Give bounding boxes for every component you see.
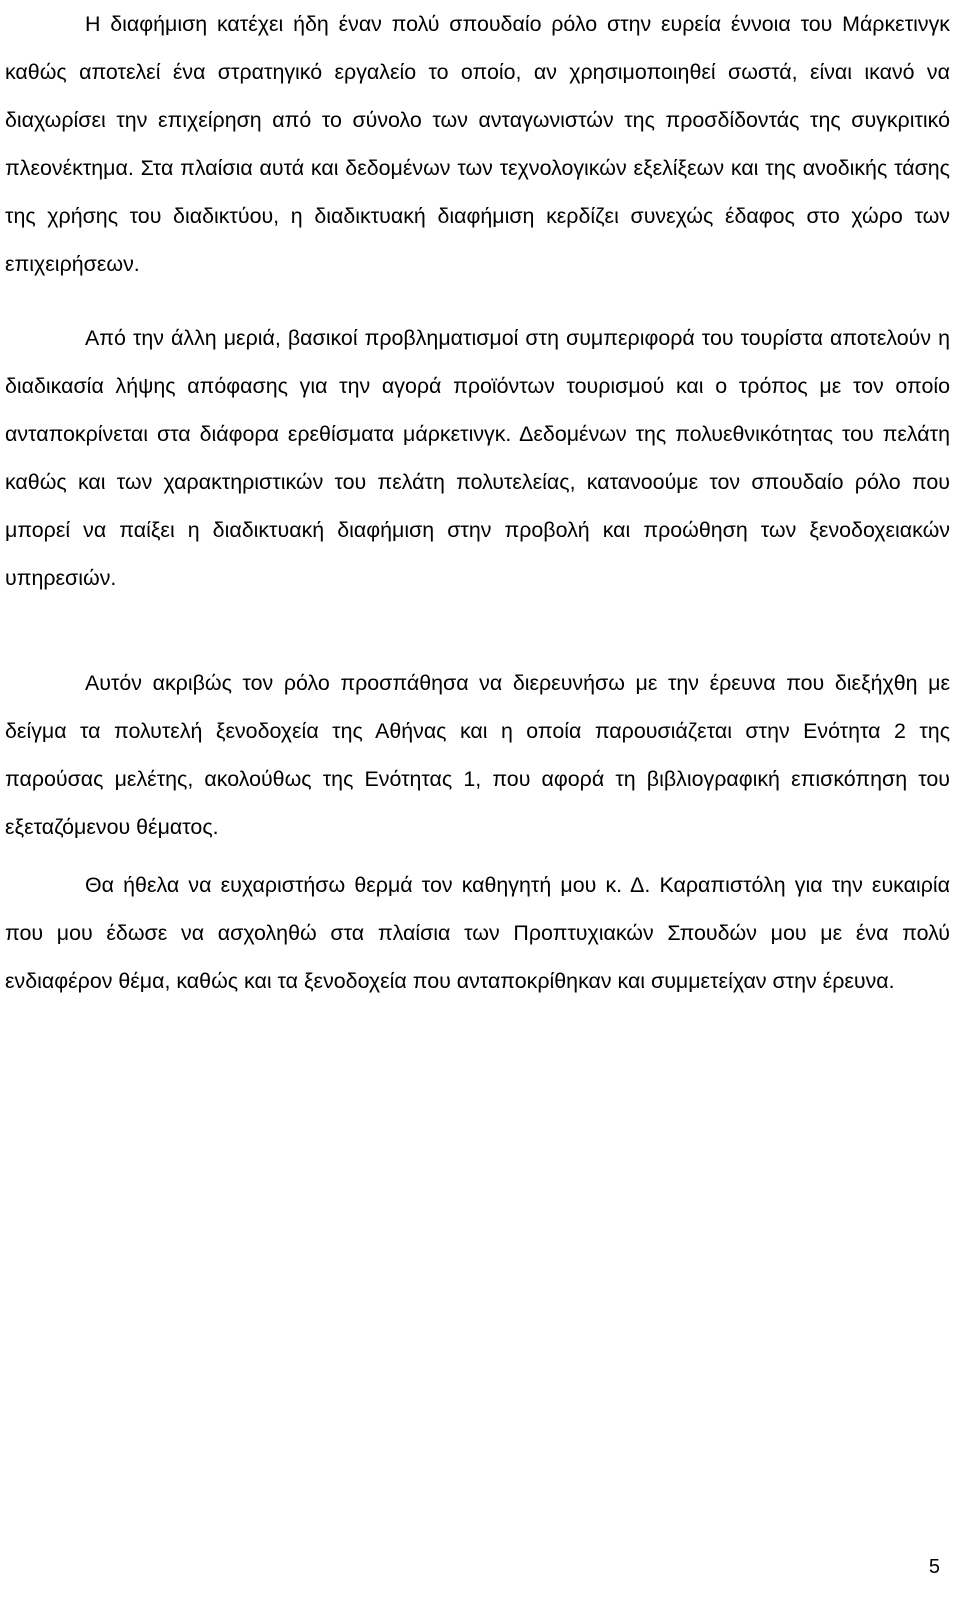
- paragraph-acknowledgements: Θα ήθελα να ευχαριστήσω θερμά τον καθηγητή μου κ. Δ. Καραπιστόλη για την ευκαιρία που μου έδωσε να ασχοληθώ στα πλαίσια των Προπτυχιακών Σπουδών μου με ένα πολύ ενδιαφέρον θέμα, καθώς και τα ξενοδοχεία που ανταποκρίθηκαν και συμμετείχαν στην έρευνα.: [5, 873, 950, 994]
- paragraph-tourist-behavior: Από την άλλη μεριά, βασικοί προβληματισμοί στη συμπεριφορά του τουρίστα αποτελούν η διαδικασία λήψης απόφασης για την αγορά προϊόντων τουρισμού και ο τρόπος με τον οποίο ανταποκρίνεται στα διάφορα ερεθίσματα μάρκετινγκ. Δεδομένων της πολυεθνικότητας του πελάτη καθώς και των χαρακτηριστικών του πελάτη πολυτελείας, κατανοούμε τον σπουδαίο ρόλο που μπορεί να παίξει η διαδικτυακή διαφήμιση στην προβολή και προώθηση των ξενοδοχειακών υπηρεσιών.: [5, 326, 950, 591]
- paragraph-intro-advertising: Η διαφήμιση κατέχει ήδη έναν πολύ σπουδαίο ρόλο στην ευρεία έννοια του Μάρκετινγκ καθώς αποτελεί ένα στρατηγικό εργαλείο το οποίο, αν χρησιμοποιηθεί σωστά, είναι ικανό να διαχωρίσει την επιχείρηση από το σύνολο των ανταγωνιστών της προσδίδοντάς της συγκριτικό πλεονέκτημα. Στα πλαίσια αυτά και δεδομένων των τεχνολογικών εξελίξεων και της ανοδικής τάσης της χρήσης του διαδικτύου, η διαδικτυακή διαφήμιση κερδίζει συνεχώς έδαφος στο χώρο των επιχειρήσεων.: [5, 12, 950, 277]
- paragraph-research-scope: Αυτόν ακριβώς τον ρόλο προσπάθησα να διερευνήσω με την έρευνα που διεξήχθη με δείγμα τα πολυτελή ξενοδοχεία της Αθήνας και η οποία παρουσιάζεται στην Ενότητα 2 της παρούσας μελέτης, ακολούθως της Ενότητας 1, που αφορά τη βιβλιογραφική επισκόπηση του εξεταζόμενου θέματος.: [5, 671, 950, 840]
- page-number: 5: [928, 1556, 940, 1578]
